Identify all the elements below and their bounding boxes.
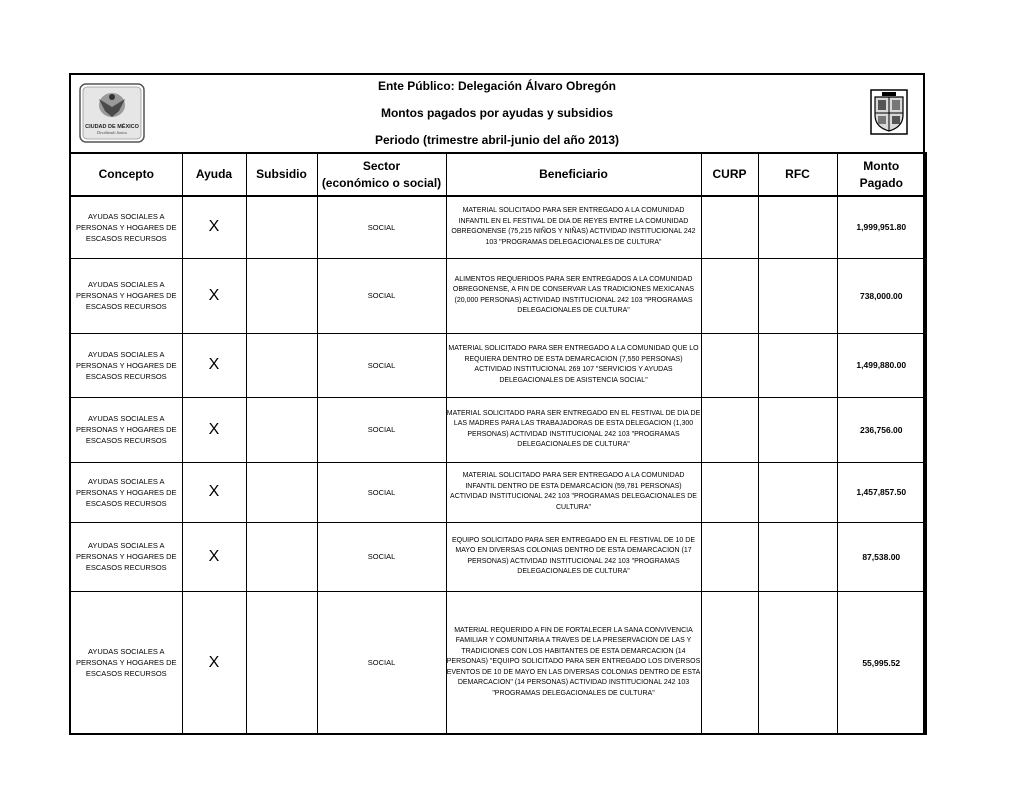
entity-title: Ente Público: Delegación Álvaro Obregón bbox=[377, 79, 617, 93]
cell-beneficiario: MATERIAL SOLICITADO PARA SER ENTREGADO A LA COMUNIDAD INFANTIL DENTRO DE ESTA DEMARCACION (59,781 PERSONAS) ACTIVIDAD INSTITUCIONAL 242 103 "PROGRAMAS DELEGACIONALES DE CULTURA" bbox=[446, 462, 701, 522]
cell-concepto: AYUDAS SOCIALES A PERSONAS Y HOGARES DE ESCASOS RECURSOS bbox=[70, 522, 182, 591]
cell-subsidio bbox=[246, 333, 317, 397]
cell-beneficiario: EQUIPO SOLICITADO PARA SER ENTREGADO EN EL FESTIVAL DE 10 DE MAYO EN DIVERSAS COLONIAS DENTRO DE ESTA DEMARCACION (17 PERSONAS) ACTIVIDAD INSTITUCIONAL 242 103 "PROGRAMAS DELEGACIONALES DE CULTURA" bbox=[446, 522, 701, 591]
cell-monto: 1,499,880.00 bbox=[837, 333, 926, 397]
cell-beneficiario: MATERIAL REQUERIDO A FIN DE FORTALECER LA SANA CONVIVENCIA FAMILIAR Y COMUNITARIA A TRAVES DE LA PRESERVACION DE LAS Y TRADICIONES CON LOS HABITANTES DE ESTA DEMARCACION (14 PERSONAS) "EQUIPO SOLICITADO PARA SER ENTREGADO LOS DIVERSOS EVENTOS DE 10 DE MAYO EN LAS DIVERSAS COLONIAS DENTRO DE ESTA DEMARCACION" (14 PERSONAS) ACTIVIDAD INSTITUCIONAL 242 103 "PROGRAMAS DELEGACIONALES DE CULTURA" bbox=[446, 591, 701, 734]
cell-beneficiario: ALIMENTOS REQUERIDOS PARA SER ENTREGADOS A LA COMUNIDAD OBREGONENSE, A FIN DE CONSERVAR LAS TRADICIONES MEXICANAS (20,000 PERSONAS) ACTIVIDAD INSTITUCIONAL 242 103 "PROGRAMAS DELEGACIONALES DE CULTURA" bbox=[446, 258, 701, 333]
cell-subsidio bbox=[246, 258, 317, 333]
cell-concepto: AYUDAS SOCIALES A PERSONAS Y HOGARES DE ESCASOS RECURSOS bbox=[70, 258, 182, 333]
cell-curp bbox=[701, 333, 758, 397]
cell-curp bbox=[701, 462, 758, 522]
cell-ayuda: X bbox=[182, 258, 246, 333]
cell-subsidio bbox=[246, 522, 317, 591]
payments-table bbox=[69, 152, 927, 735]
cell-subsidio bbox=[246, 591, 317, 734]
cell-ayuda: X bbox=[182, 196, 246, 258]
col-header-curp: CURP bbox=[701, 153, 758, 196]
cell-subsidio bbox=[246, 397, 317, 462]
cell-ayuda: X bbox=[182, 333, 246, 397]
cell-sector: SOCIAL bbox=[317, 462, 446, 522]
table-row bbox=[70, 591, 926, 734]
svg-text:Decidiendo Juntos: Decidiendo Juntos bbox=[97, 130, 127, 135]
col-header-concepto: Concepto bbox=[70, 153, 182, 196]
cell-curp bbox=[701, 397, 758, 462]
cell-monto: 87,538.00 bbox=[837, 522, 926, 591]
col-header-subsidio: Subsidio bbox=[246, 153, 317, 196]
cell-sector: SOCIAL bbox=[317, 333, 446, 397]
cell-concepto: AYUDAS SOCIALES A PERSONAS Y HOGARES DE ESCASOS RECURSOS bbox=[70, 397, 182, 462]
cell-ayuda: X bbox=[182, 397, 246, 462]
report-subtitle: Montos pagados por ayudas y subsidios bbox=[380, 106, 614, 120]
cell-rfc bbox=[758, 397, 837, 462]
cell-monto: 55,995.52 bbox=[837, 591, 926, 734]
cell-ayuda: X bbox=[182, 462, 246, 522]
col-header-beneficiario: Beneficiario bbox=[446, 153, 701, 196]
cell-beneficiario: MATERIAL SOLICITADO PARA SER ENTREGADO A LA COMUNIDAD INFANTIL EN EL FESTIVAL DE DIA DE REYES ENTRE LA COMUNIDAD OBREGONENSE (75,215 NIÑOS Y NIÑAS) ACTIVIDAD INSTITUCIONAL 242 103 "PROGRAMAS DELEGACIONALES DE CULTURA" bbox=[446, 196, 701, 258]
table-row bbox=[70, 258, 926, 333]
cell-sector: SOCIAL bbox=[317, 397, 446, 462]
cell-curp bbox=[701, 522, 758, 591]
cell-sector: SOCIAL bbox=[317, 196, 446, 258]
cell-rfc bbox=[758, 591, 837, 734]
table-row bbox=[70, 333, 926, 397]
cell-ayuda: X bbox=[182, 591, 246, 734]
report-period: Periodo (trimestre abril-junio del año 2013) bbox=[374, 133, 620, 147]
cell-curp bbox=[701, 591, 758, 734]
cell-rfc bbox=[758, 333, 837, 397]
cell-concepto: AYUDAS SOCIALES A PERSONAS Y HOGARES DE ESCASOS RECURSOS bbox=[70, 591, 182, 734]
cell-beneficiario: MATERIAL SOLICITADO PARA SER ENTREGADO A LA COMUNIDAD QUE LO REQUIERA DENTRO DE ESTA DEMARCACION (7,550 PERSONAS) ACTIVIDAD INSTITUCIONAL 269 107 "SERVICIOS Y AYUDAS DELEGACIONALES DE ASISTENCIA SOCIAL" bbox=[446, 333, 701, 397]
report-header bbox=[69, 73, 925, 154]
cell-monto: 236,756.00 bbox=[837, 397, 926, 462]
cell-rfc bbox=[758, 522, 837, 591]
table-row bbox=[70, 522, 926, 591]
cell-rfc bbox=[758, 258, 837, 333]
cell-monto: 738,000.00 bbox=[837, 258, 926, 333]
cell-subsidio bbox=[246, 462, 317, 522]
table-header-row bbox=[70, 153, 926, 196]
cell-concepto: AYUDAS SOCIALES A PERSONAS Y HOGARES DE ESCASOS RECURSOS bbox=[70, 196, 182, 258]
table-row bbox=[70, 462, 926, 522]
cell-curp bbox=[701, 196, 758, 258]
cell-monto: 1,999,951.80 bbox=[837, 196, 926, 258]
cell-subsidio bbox=[246, 196, 317, 258]
cell-sector: SOCIAL bbox=[317, 522, 446, 591]
delegation-coat-of-arms-logo bbox=[870, 89, 908, 135]
col-header-sector: Sector (económico o social) bbox=[317, 153, 446, 196]
svg-text:CIUDAD DE MÉXICO: CIUDAD DE MÉXICO bbox=[85, 124, 139, 130]
table-row bbox=[70, 196, 926, 258]
cell-ayuda: X bbox=[182, 522, 246, 591]
cell-rfc bbox=[758, 196, 837, 258]
cell-concepto: AYUDAS SOCIALES A PERSONAS Y HOGARES DE ESCASOS RECURSOS bbox=[70, 333, 182, 397]
col-header-rfc: RFC bbox=[758, 153, 837, 196]
cell-sector: SOCIAL bbox=[317, 258, 446, 333]
cell-curp bbox=[701, 258, 758, 333]
cell-sector: SOCIAL bbox=[317, 591, 446, 734]
col-header-ayuda: Ayuda bbox=[182, 153, 246, 196]
table-row bbox=[70, 397, 926, 462]
cell-rfc bbox=[758, 462, 837, 522]
cell-concepto: AYUDAS SOCIALES A PERSONAS Y HOGARES DE ESCASOS RECURSOS bbox=[70, 462, 182, 522]
cell-beneficiario: MATERIAL SOLICITADO PARA SER ENTREGADO EN EL FESTIVAL DE DIA DE LAS MADRES PARA LAS TRABAJADORAS DE ESTA DELEGACION (1,300 PERSONAS) ACTIVIDAD INSTITUCIONAL 242 103 "PROGRAMAS DELEGACIONALES DE CULTURA" bbox=[446, 397, 701, 462]
cell-monto: 1,457,857.50 bbox=[837, 462, 926, 522]
col-header-monto: Monto Pagado bbox=[837, 153, 926, 196]
